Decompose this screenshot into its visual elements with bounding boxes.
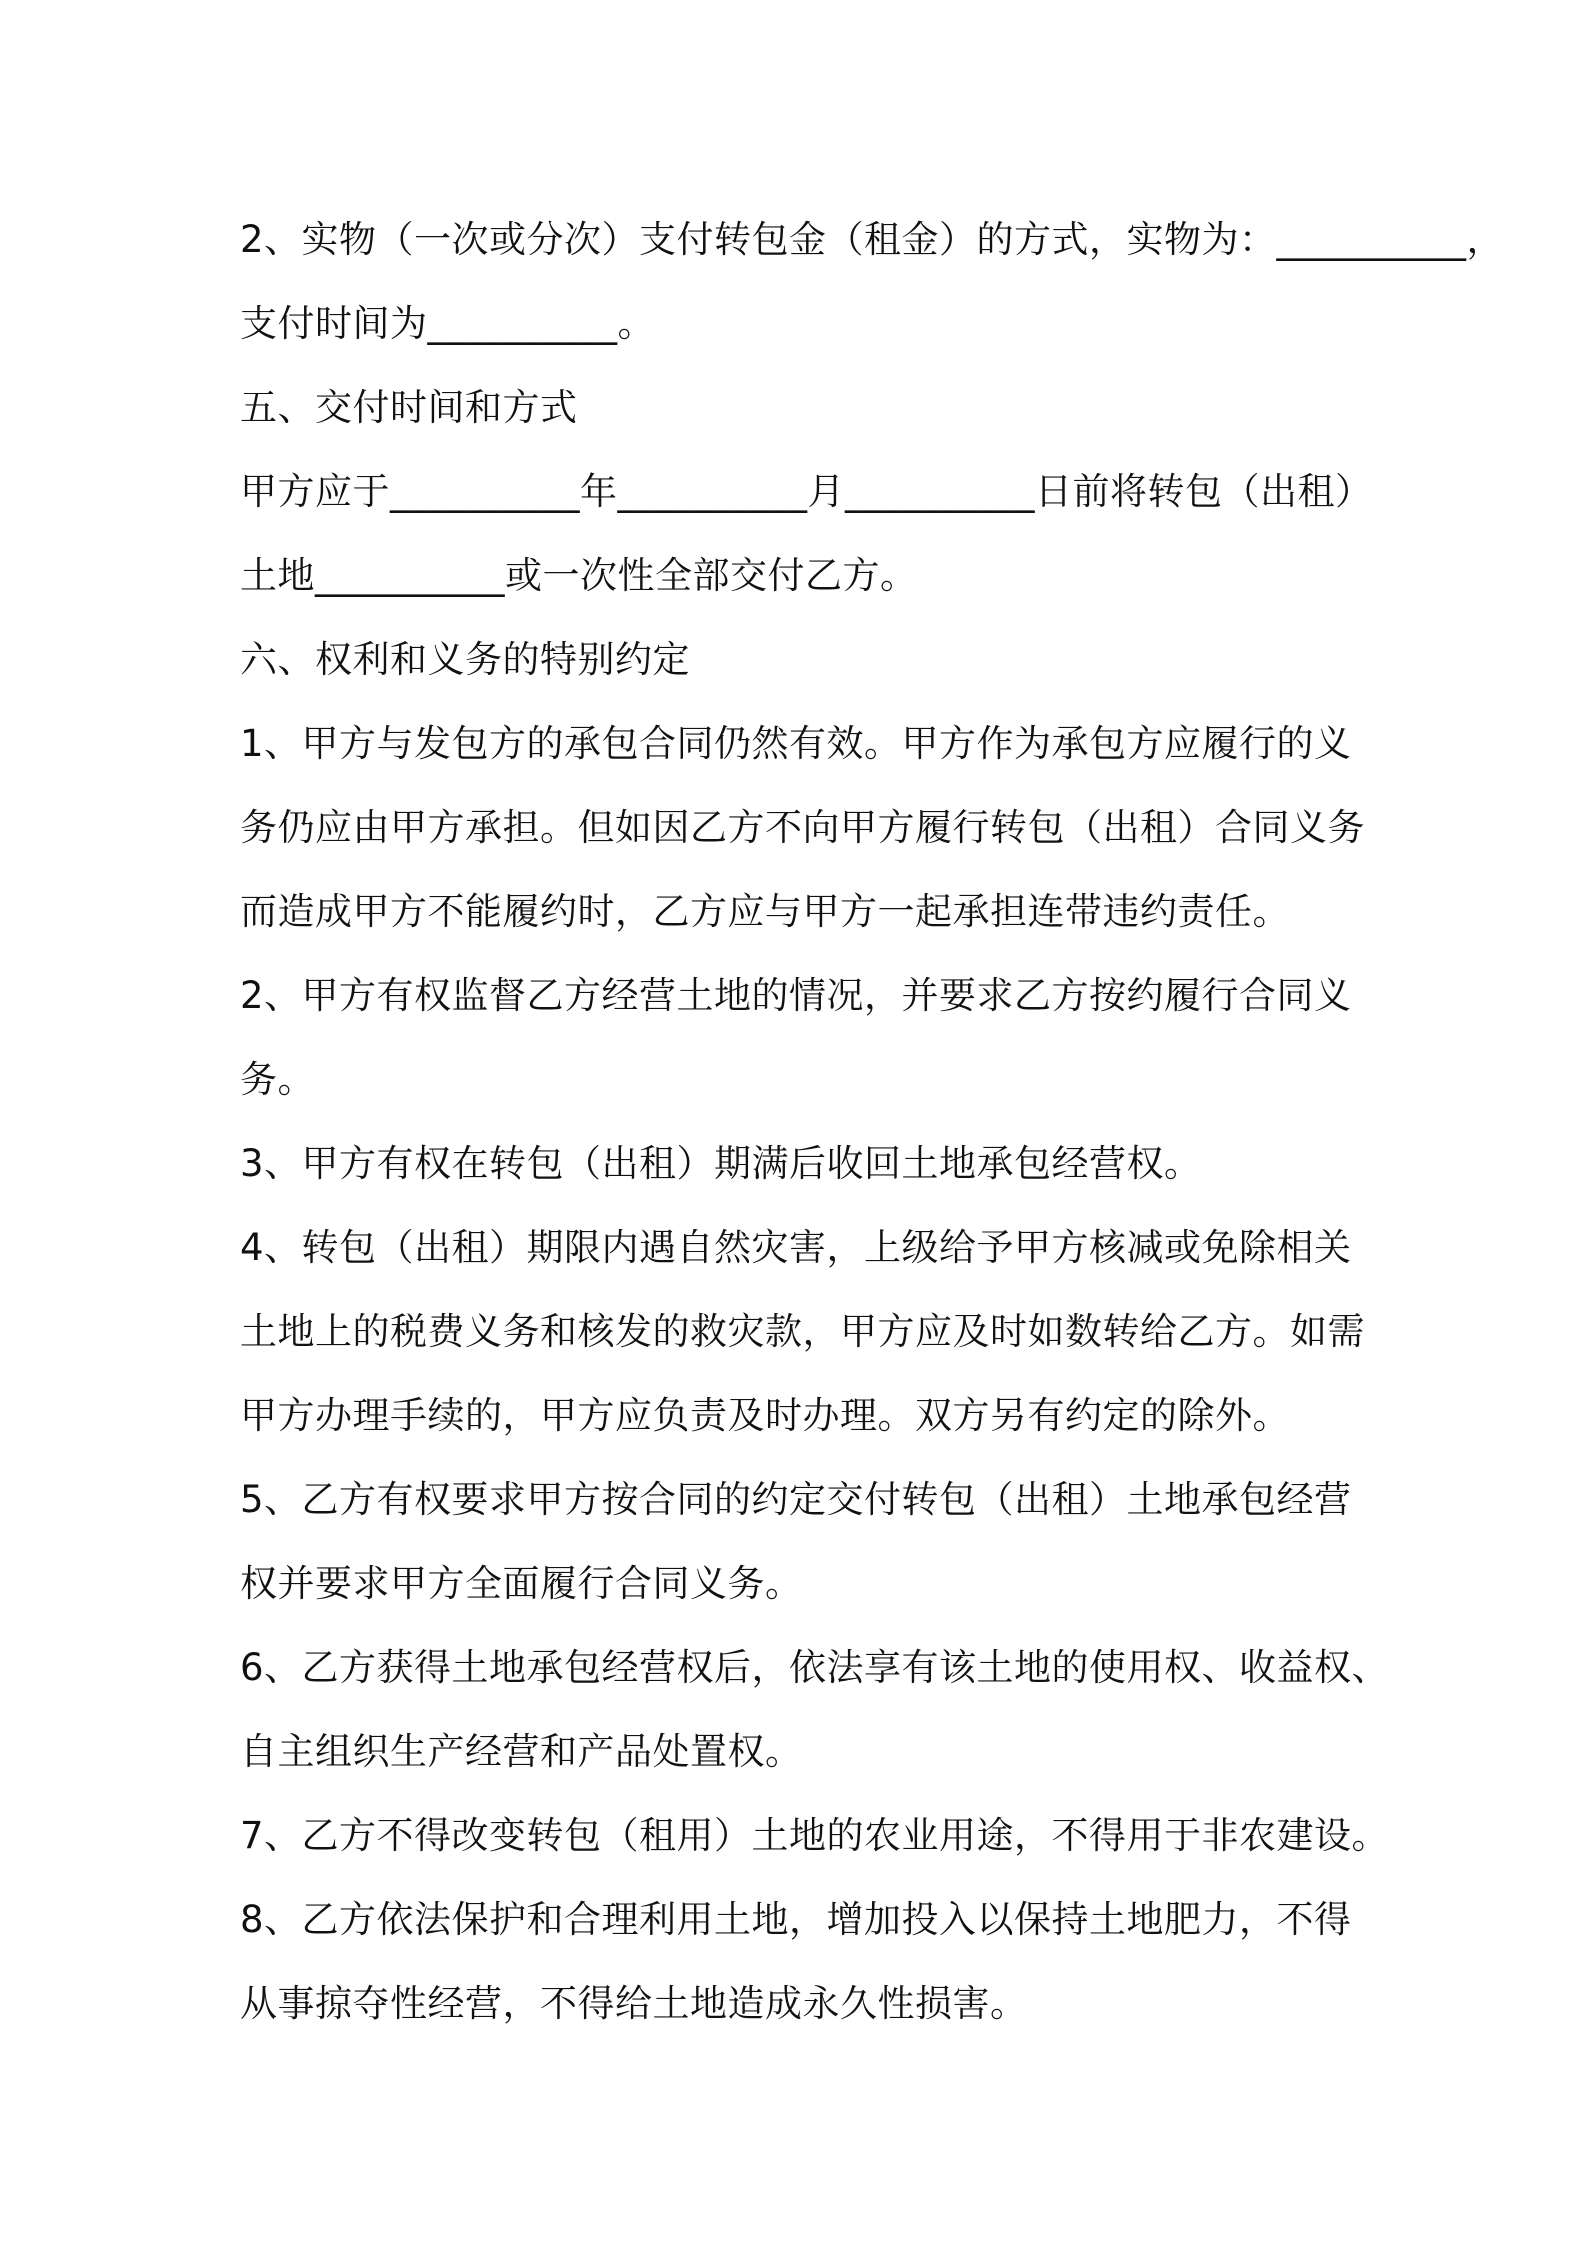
- text-line-22: 从事掠夺性经营，不得给土地造成永久性损害。: [240, 1982, 1028, 2025]
- document-body: [240, 198, 1505, 2046]
- text-line-10: 2、甲方有权监督乙方经营土地的情况，并要求乙方按约履行合同义: [240, 974, 1352, 1017]
- text-line-12: 3、甲方有权在转包（出租）期满后收回土地承包经营权。: [240, 1142, 1202, 1185]
- text-line-14: 土地上的税费义务和核发的救灾款，甲方应及时如数转给乙方。如需: [240, 1310, 1365, 1353]
- section-heading-5: 五、交付时间和方式: [240, 386, 578, 429]
- text-line-15: 甲方办理手续的，甲方应负责及时办理。双方另有约定的除外。: [240, 1394, 1290, 1437]
- text-line-21: 8、乙方依法保护和合理利用土地，增加投入以保持土地肥力，不得: [240, 1898, 1352, 1941]
- text-line-8: 务仍应由甲方承担。但如因乙方不向甲方履行转包（出租）合同义务: [240, 806, 1365, 849]
- text-line-5: 土地__________或一次性全部交付乙方。: [240, 554, 918, 597]
- text-line-1: 2、实物（一次或分次）支付转包金（租金）的方式，实物为：__________，: [240, 218, 1505, 261]
- text-line-2: 支付时间为__________。: [240, 302, 655, 345]
- text-line-4: 甲方应于__________年__________月__________日前将转包（出租）: [240, 470, 1373, 513]
- text-line-17: 权并要求甲方全面履行合同义务。: [240, 1562, 803, 1605]
- text-line-19: 自主组织生产经营和产品处置权。: [240, 1730, 803, 1773]
- text-line-13: 4、转包（出租）期限内遇自然灾害，上级给予甲方核减或免除相关: [240, 1226, 1352, 1269]
- text-line-18: 6、乙方获得土地承包经营权后，依法享有该土地的使用权、收益权、: [240, 1646, 1390, 1689]
- text-line-9: 而造成甲方不能履约时，乙方应与甲方一起承担连带违约责任。: [240, 890, 1290, 933]
- text-line-7: 1、甲方与发包方的承包合同仍然有效。甲方作为承包方应履行的义: [240, 722, 1352, 765]
- text-line-11: 务。: [240, 1058, 315, 1101]
- text-line-20: 7、乙方不得改变转包（租用）土地的农业用途，不得用于非农建设。: [240, 1814, 1390, 1857]
- text-line-16: 5、乙方有权要求甲方按合同的约定交付转包（出租）土地承包经营: [240, 1478, 1352, 1521]
- section-heading-6: 六、权利和义务的特别约定: [240, 638, 690, 681]
